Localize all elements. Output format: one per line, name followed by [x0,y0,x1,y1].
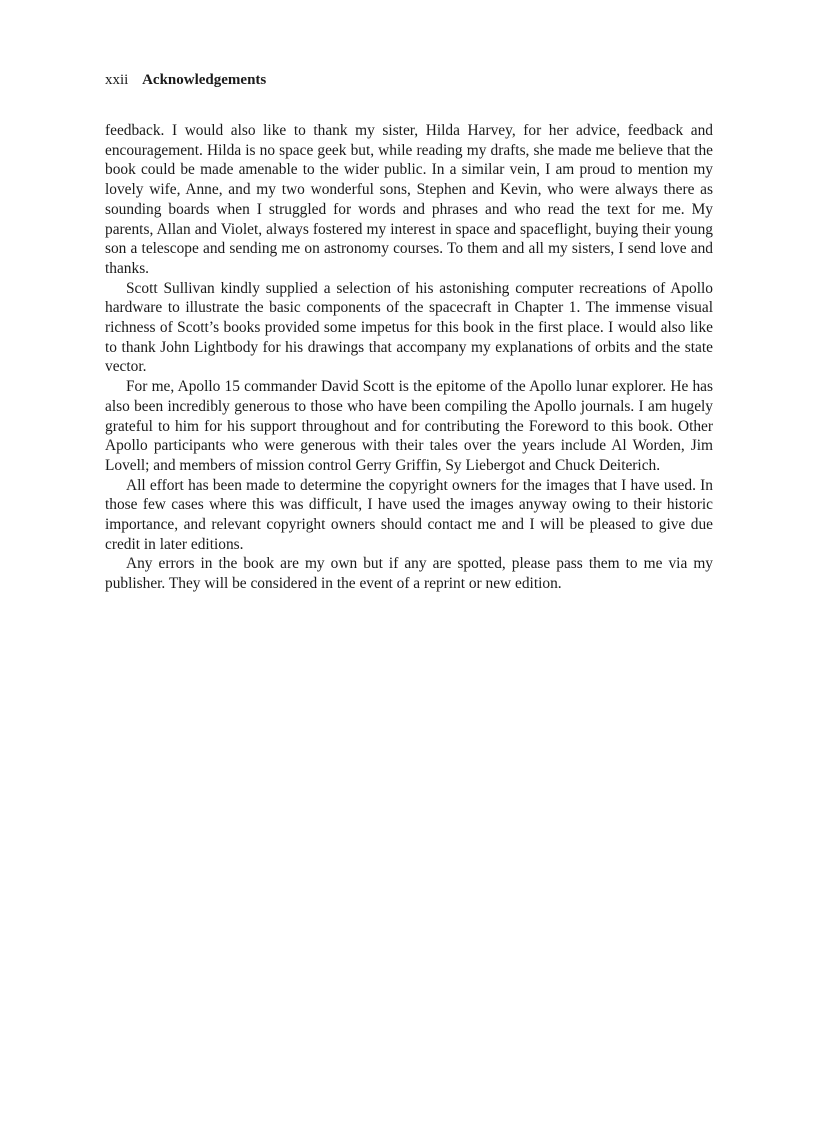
paragraph: Any errors in the book are my own but if any are spotted, please pass them to me via my publisher. They will be considered in the event of a reprint or new edition. [105,555,713,593]
running-head [105,70,266,90]
paragraph: For me, Apollo 15 commander David Scott is the epitome of the Apollo lunar explorer. He has also been incredibly generous to those who have been compiling the Apollo journals. I am hugely grateful to him for his support throughout and for contributing the Foreword to this book. Other Apollo participants who were generous with their tales over the years include Al Worden, Jim Lovell; and members of mission control Gerry Griffin, Sy Liebergot and Chuck Deiterich. [105,378,713,474]
paragraph: All effort has been made to determine the copyright owners for the images that I have used. In those few cases where this was difficult, I have used the images anyway owing to their historic importance, and relevant copyright owners should contact me and I will be pleased to give due credit in later editions. [105,476,713,553]
page-number: xxii [105,72,129,88]
paragraph: Scott Sullivan kindly supplied a selection of his astonishing computer recreations of Apollo hardware to illustrate the basic components of the spacecraft in Chapter 1. The immense visual richness of Scott’s books provided some impetus for this book in the first place. I would also like to thank John Lightbody for his drawings that accompany my explanations of orbits and the state vector. [105,279,713,376]
body-text [105,121,713,594]
section-title: Acknowledgements [142,72,267,88]
paragraph-continued: feedback. I would also like to thank my sister, Hilda Harvey, for her advice, feedback and encouragement. Hilda is no space geek but, while reading my drafts, she made me believe that the book could be made amenable to the wider public. In a similar vein, I am proud to mention my lovely wife, Anne, and my two wonderful sons, Stephen and Kevin, who were always there as sounding boards when I struggled for words and phrases and who read the text for me. My parents, Allan and Violet, always fostered my interest in space and spaceflight, buying their young son a telescope and sending me on astronomy courses. To them and all my sisters, I send love and thanks. [105,122,713,277]
